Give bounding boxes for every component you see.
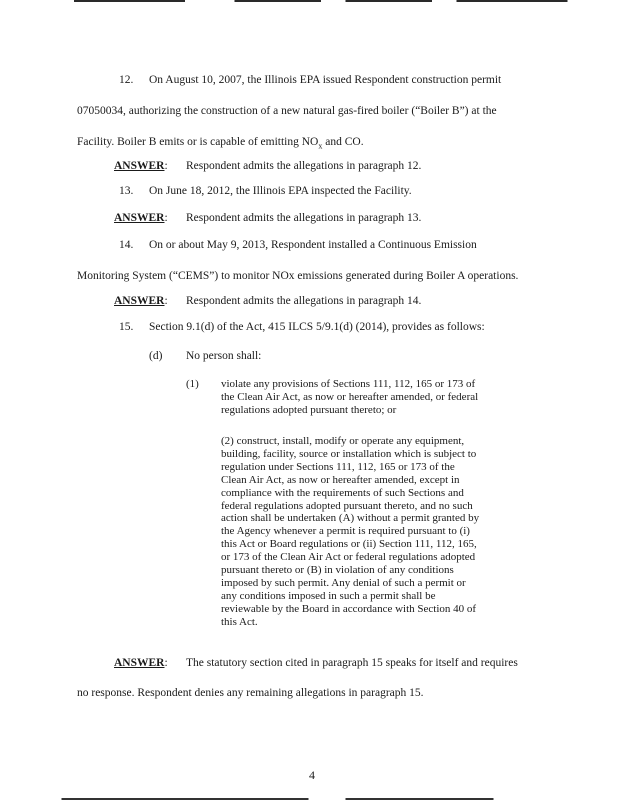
page-number: 4 xyxy=(309,768,315,782)
paragraph-13-line-1: On June 18, 2012, the Illinois EPA inspected the Facility. xyxy=(149,185,412,197)
answer-15-label: ANSWER xyxy=(114,657,165,669)
paragraph-14-number: 14. xyxy=(119,239,134,251)
paragraph-12-number: 12. xyxy=(119,74,134,86)
paragraph-12-line-3-end: and CO. xyxy=(322,136,364,148)
answer-14-label: ANSWER xyxy=(114,295,165,307)
paragraph-12-line-3 xyxy=(77,135,364,153)
nox-subscript: x xyxy=(318,141,323,151)
paragraph-12-line-3-text: Facility. Boiler B emits or is capable of emitting NO xyxy=(77,136,319,148)
answer-12-text: Respondent admits the allegations in paragraph 12. xyxy=(186,160,422,172)
paragraph-15-line-1: Section 9.1(d) of the Act, 415 ILCS 5/9.1(d) (2014), provides as follows: xyxy=(149,321,485,333)
answer-12: ANSWER: xyxy=(114,160,168,172)
subsection-d-label: (d) xyxy=(149,350,163,362)
paragraph-12-line-2: 07050034, authorizing the construction of a new natural gas-fired boiler (“Boiler B”) at the xyxy=(77,105,497,117)
item-1-text: violate any provisions of Sections 111, 112, 165 or 173 of the Clean Air Act, as now or hereafter amended, or federal regulations adopted pursuant thereto; or xyxy=(221,378,479,416)
subsection-d-text: No person shall: xyxy=(186,350,262,362)
paragraph-15-number: 15. xyxy=(119,321,134,333)
item-2-text: (2) construct, install, modify or operate any equipment, building, facility, source or installation which is subject to regulation under Sections 111, 112, 165 or 173 of the Clean Air Act, as now or hereafter amended, except in compliance with the requirements of such Sections and federal regulations adopted pursuant thereto, and no such action shall be undertaken (A) without a permit granted by the Agency whenever a permit is required pursuant to (i) this Act or Board regulations or (ii) Section 111, 112, 165, or 173 of the Clean Air Act or federal regulations adopted pursuant thereto or (B) in violation of any conditions imposed by such permit. Any denial of such a permit or any conditions imposed in such a permit shall be reviewable by the Board in accordance with Section 40 of this Act. xyxy=(221,435,480,628)
answer-14: ANSWER: xyxy=(114,295,168,307)
paragraph-13-number: 13. xyxy=(119,185,134,197)
scan-edge-top xyxy=(0,0,617,2)
item-1-label: (1) xyxy=(186,378,199,390)
paragraph-14-line-1: On or about May 9, 2013, Respondent installed a Continuous Emission xyxy=(149,239,477,251)
answer-13-label: ANSWER xyxy=(114,212,165,224)
paragraph-12-line-1: On August 10, 2007, the Illinois EPA issued Respondent construction permit xyxy=(149,74,502,86)
answer-15-line-1: The statutory section cited in paragraph 15 speaks for itself and requires xyxy=(186,657,518,669)
answer-13: ANSWER: xyxy=(114,212,168,224)
answer-15: ANSWER: xyxy=(114,657,168,669)
answer-12-label: ANSWER xyxy=(114,160,165,172)
answer-13-text: Respondent admits the allegations in paragraph 13. xyxy=(186,212,422,224)
answer-14-text: Respondent admits the allegations in paragraph 14. xyxy=(186,295,422,307)
paragraph-14-line-2: Monitoring System (“CEMS”) to monitor NOx emissions generated during Boiler A operations. xyxy=(77,270,519,282)
answer-15-line-2: no response. Respondent denies any remaining allegations in paragraph 15. xyxy=(77,687,424,699)
